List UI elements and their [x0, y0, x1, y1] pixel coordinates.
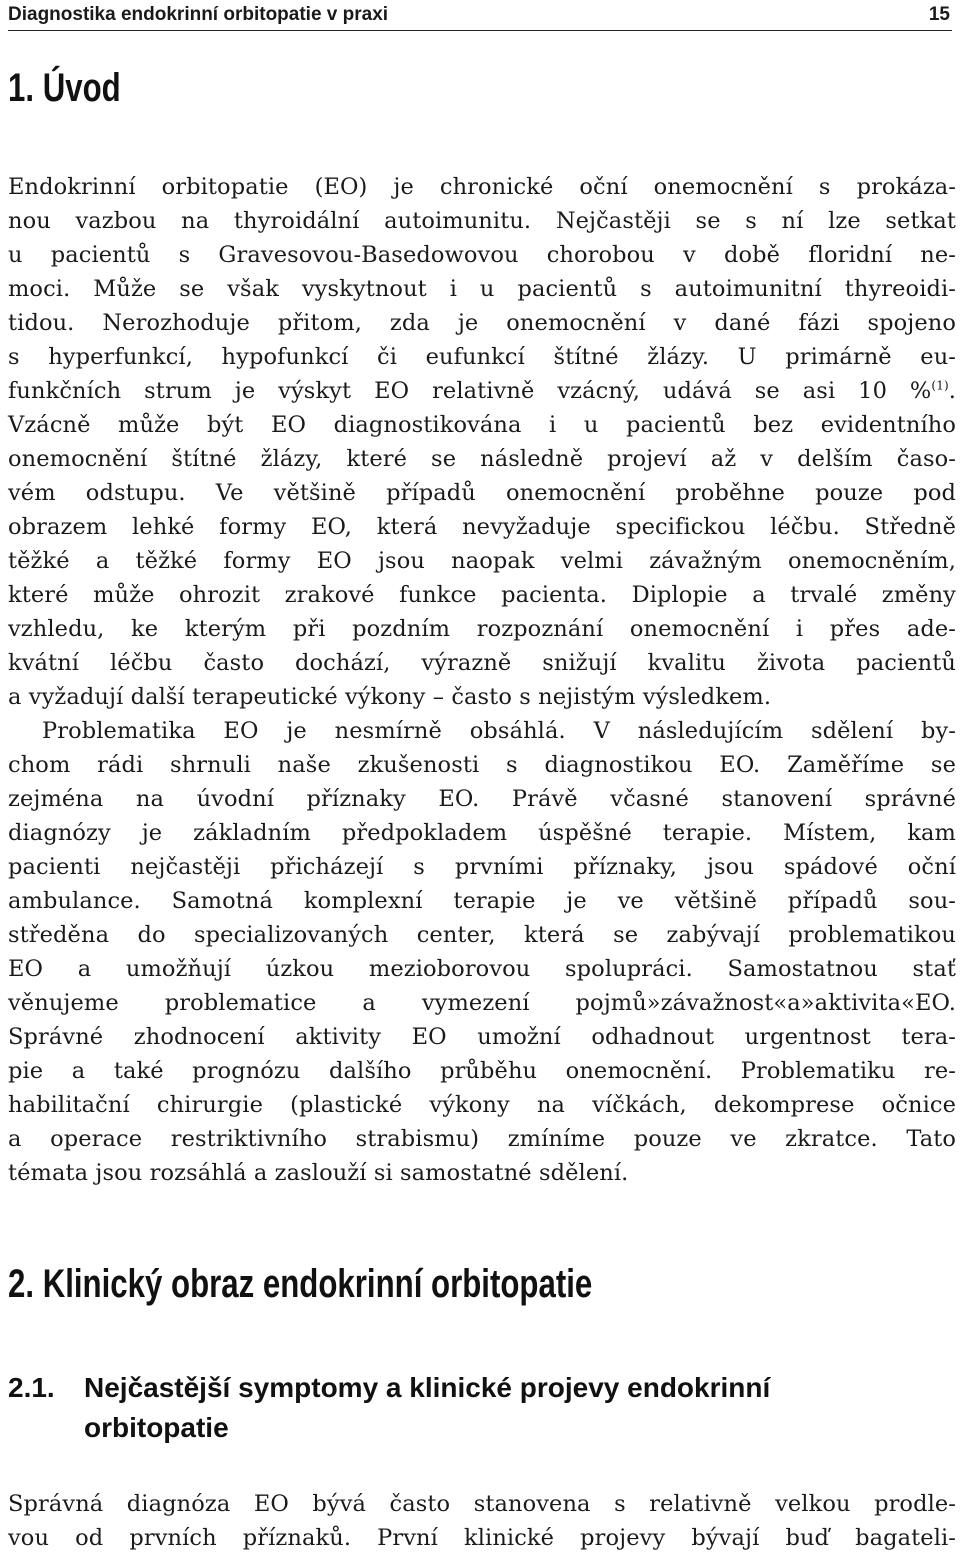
text-line: vém odstupu. Ve většině případů onemocnění proběhne pouze pod: [8, 480, 956, 506]
text-line: Správná diagnóza EO bývá často stanovena s relativně velkou prodle-: [8, 1491, 956, 1517]
text-line-with-citation: [8, 374, 956, 408]
text-line: věnujeme problematice a vymezení pojmů»závažnost«a»aktivita«EO.: [8, 990, 956, 1016]
text-line: které může ohrozit zrakové funkce pacienta. Diplopie a trvalé změny: [8, 582, 956, 608]
section-heading-klinicky-obraz: 2. Klinický obraz endokrinní orbitopatie: [8, 1262, 593, 1306]
text-line: tidou. Nerozhoduje přitom, zda je onemocnění v dané fázi spojeno: [8, 310, 956, 336]
text-line: a operace restriktivního strabismu) zmíníme pouze ve zkratce. Tato: [8, 1126, 956, 1152]
citation: (1): [931, 378, 949, 393]
text-line: středěna do specializovaných center, která se zabývají problematikou: [8, 922, 956, 948]
text-line: u pacientů s Gravesovou-Basedowovou chorobou v době floridní ne-: [8, 242, 956, 268]
text-line: vou od prvních příznaků. První klinické projevy bývají buď bagateli-: [8, 1525, 956, 1551]
text-line: ambulance. Samotná komplexní terapie je ve většině případů sou-: [8, 888, 956, 914]
text-line: diagnózy je základním předpokladem úspěšné terapie. Místem, kam: [8, 820, 956, 846]
text-line: a vyžadují další terapeutické výkony – často s nejistým výsledkem.: [8, 684, 772, 710]
text-line: zejména na úvodní příznaky EO. Právě včasné stanovení správné: [8, 786, 956, 812]
section-1-body: [8, 170, 956, 1190]
section-2-body: [8, 1487, 956, 1555]
subsection-number: 2.1.: [8, 1372, 55, 1403]
text-line: nou vazbou na thyroidální autoimunitu. Nejčastěji se s ní lze setkat: [8, 208, 956, 234]
text-line: EO a umožňují úzkou mezioborovou spolupráci. Samostatnou stať: [8, 956, 956, 982]
text-line: moci. Může se však vyskytnout i u pacientů s autoimunitní thyreoidi-: [8, 276, 956, 302]
text-line: Vzácně může být EO diagnostikována i u pacientů bez evidentního: [8, 412, 956, 438]
text-line: pie a také prognózu dalšího průběhu onemocnění. Problematiku re-: [8, 1058, 956, 1084]
text-line: témata jsou rozsáhlá a zaslouží si samostatné sdělení.: [8, 1160, 629, 1186]
text-line: kvátní léčbu často dochází, výrazně snižují kvalitu života pacientů: [8, 650, 956, 676]
text-line: Problematika EO je nesmírně obsáhlá. V následujícím sdělení by-: [42, 718, 956, 744]
text-line: funkčních strum je výskyt EO relativně vzácný, udává se asi 10 %: [8, 378, 932, 404]
subsection-heading-line-1: Nejčastější symptomy a klinické projevy endokrinní: [84, 1372, 771, 1403]
citation-suffix: .: [948, 378, 956, 404]
text-line: obrazem lehké formy EO, která nevyžaduje specifickou léčbu. Středně: [8, 514, 956, 540]
text-line: chom rádi shrnuli naše zkušenosti s diagnostikou EO. Zaměříme se: [8, 752, 956, 778]
text-line: s hyperfunkcí, hypofunkcí či eufunkcí štítné žlázy. U primárně eu-: [8, 344, 956, 370]
text-line: habilitační chirurgie (plastické výkony na víčkách, dekomprese očnice: [8, 1092, 956, 1118]
text-line: onemocnění štítné žlázy, které se následně projeví až v delším časo-: [8, 446, 956, 472]
section-heading-uvod: 1. Úvod: [8, 66, 121, 110]
text-line: pacienti nejčastěji přicházejí s prvními příznaky, jsou spádové oční: [8, 854, 956, 880]
page-number: 15: [928, 4, 950, 25]
running-header: [8, 0, 952, 31]
text-line: vzhledu, ke kterým při pozdním rozpoznání onemocnění i přes ade-: [8, 616, 956, 642]
text-line: Správné zhodnocení aktivity EO umožní odhadnout urgentnost tera-: [8, 1024, 956, 1050]
text-line: Endokrinní orbitopatie (EO) je chronické oční onemocnění s prokáza-: [8, 174, 956, 200]
text-line: těžké a těžké formy EO jsou naopak velmi závažným onemocněním,: [8, 548, 956, 574]
subsection-heading-line-2: orbitopatie: [84, 1412, 229, 1443]
running-title: Diagnostika endokrinní orbitopatie v praxi: [8, 4, 389, 25]
